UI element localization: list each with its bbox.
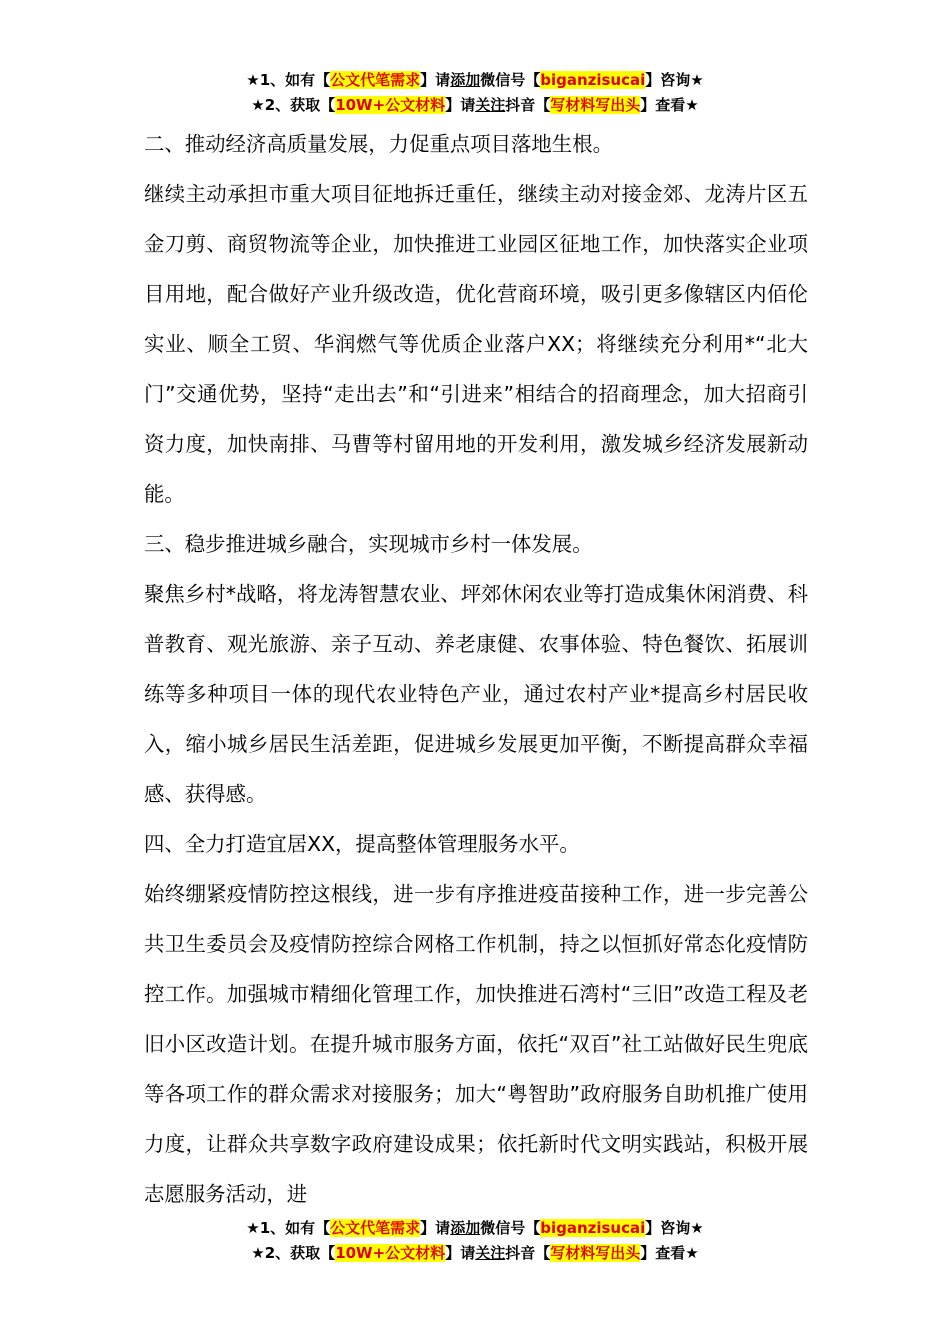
highlight-douyin-account: 写材料写出头 [550, 1244, 641, 1262]
section-heading-3: 三、稳步推进城乡融合，实现城市乡村一体发展。 [144, 532, 593, 556]
footer-banner [0, 1216, 950, 1266]
banner-line-2: ★2、获取【10W+公文材料】请关注抖音【写材料写出头】查看★ [251, 1244, 699, 1262]
banner-line-1: ★1、如有【公文代笔需求】请添加微信号【biganzisucai】咨询★ [246, 71, 704, 89]
header-banner [0, 68, 950, 118]
highlight-wechat-id: biganzisucai [540, 1219, 646, 1237]
highlight-materials: 10W+公文材料 [335, 96, 446, 114]
highlight-wechat-id: biganzisucai [540, 71, 646, 89]
section-heading-4: 四、全力打造宜居XX，提高整体管理服务水平。 [144, 832, 580, 856]
paragraph-economy: 继续主动承担市重大项目征地拆迁重任，继续主动对接金郊、龙涛片区五金刀剪、商贸物流等企业，加快推进工业园区征地工作，加快落实企业项目用地，配合做好产业升级改造，优化营商环境，吸引更多像辖区内佰伦实业、顺全工贸、华润燃气等优质企业落户XX；将继续充分利用*“北大门”交通优势，坚持“走出去”和“引进来”相结合的招商理念，加大招商引资力度，加快南排、马曹等村留用地的开发利用，激发城乡经济发展新动能。 [144, 182, 808, 506]
section-heading-2: 二、推动经济高质量发展，力促重点项目落地生根。 [144, 132, 613, 156]
paragraph-livable: 始终绷紧疫情防控这根线，进一步有序推进疫苗接种工作，进一步完善公共卫生委员会及疫情防控综合网格工作机制，持之以恒抓好常态化疫情防控工作。加强城市精细化管理工作，加快推进石湾村“三旧”改造工程及老旧小区改造计划。在提升城市服务方面，依托“双百”社工站做好民生兜底等各项工作的群众需求对接服务；加大“粤智助”政府服务自助机推广使用力度，让群众共享数字政府建设成果；依托新时代文明实践站，积极开展志愿服务活动，进 [144, 882, 808, 1206]
highlight-materials: 10W+公文材料 [335, 1244, 446, 1262]
highlight-douyin-account: 写材料写出头 [550, 96, 641, 114]
highlight-writing-service: 公文代笔需求 [330, 71, 421, 89]
banner-line-1: ★1、如有【公文代笔需求】请添加微信号【biganzisucai】咨询★ [246, 1219, 704, 1237]
paragraph-urban-rural: 聚焦乡村*战略，将龙涛智慧农业、坪郊休闲农业等打造成集休闲消费、科普教育、观光旅游、亲子互动、养老康健、农事体验、特色餐饮、拓展训练等多种项目一体的现代农业特色产业，通过农村产业*提高乡村居民收入，缩小城乡居民生活差距，促进城乡发展更加平衡，不断提高群众幸福感、获得感。 [144, 582, 808, 806]
document-body [144, 119, 808, 1219]
highlight-writing-service: 公文代笔需求 [330, 1219, 421, 1237]
banner-line-2: ★2、获取【10W+公文材料】请关注抖音【写材料写出头】查看★ [251, 96, 699, 114]
